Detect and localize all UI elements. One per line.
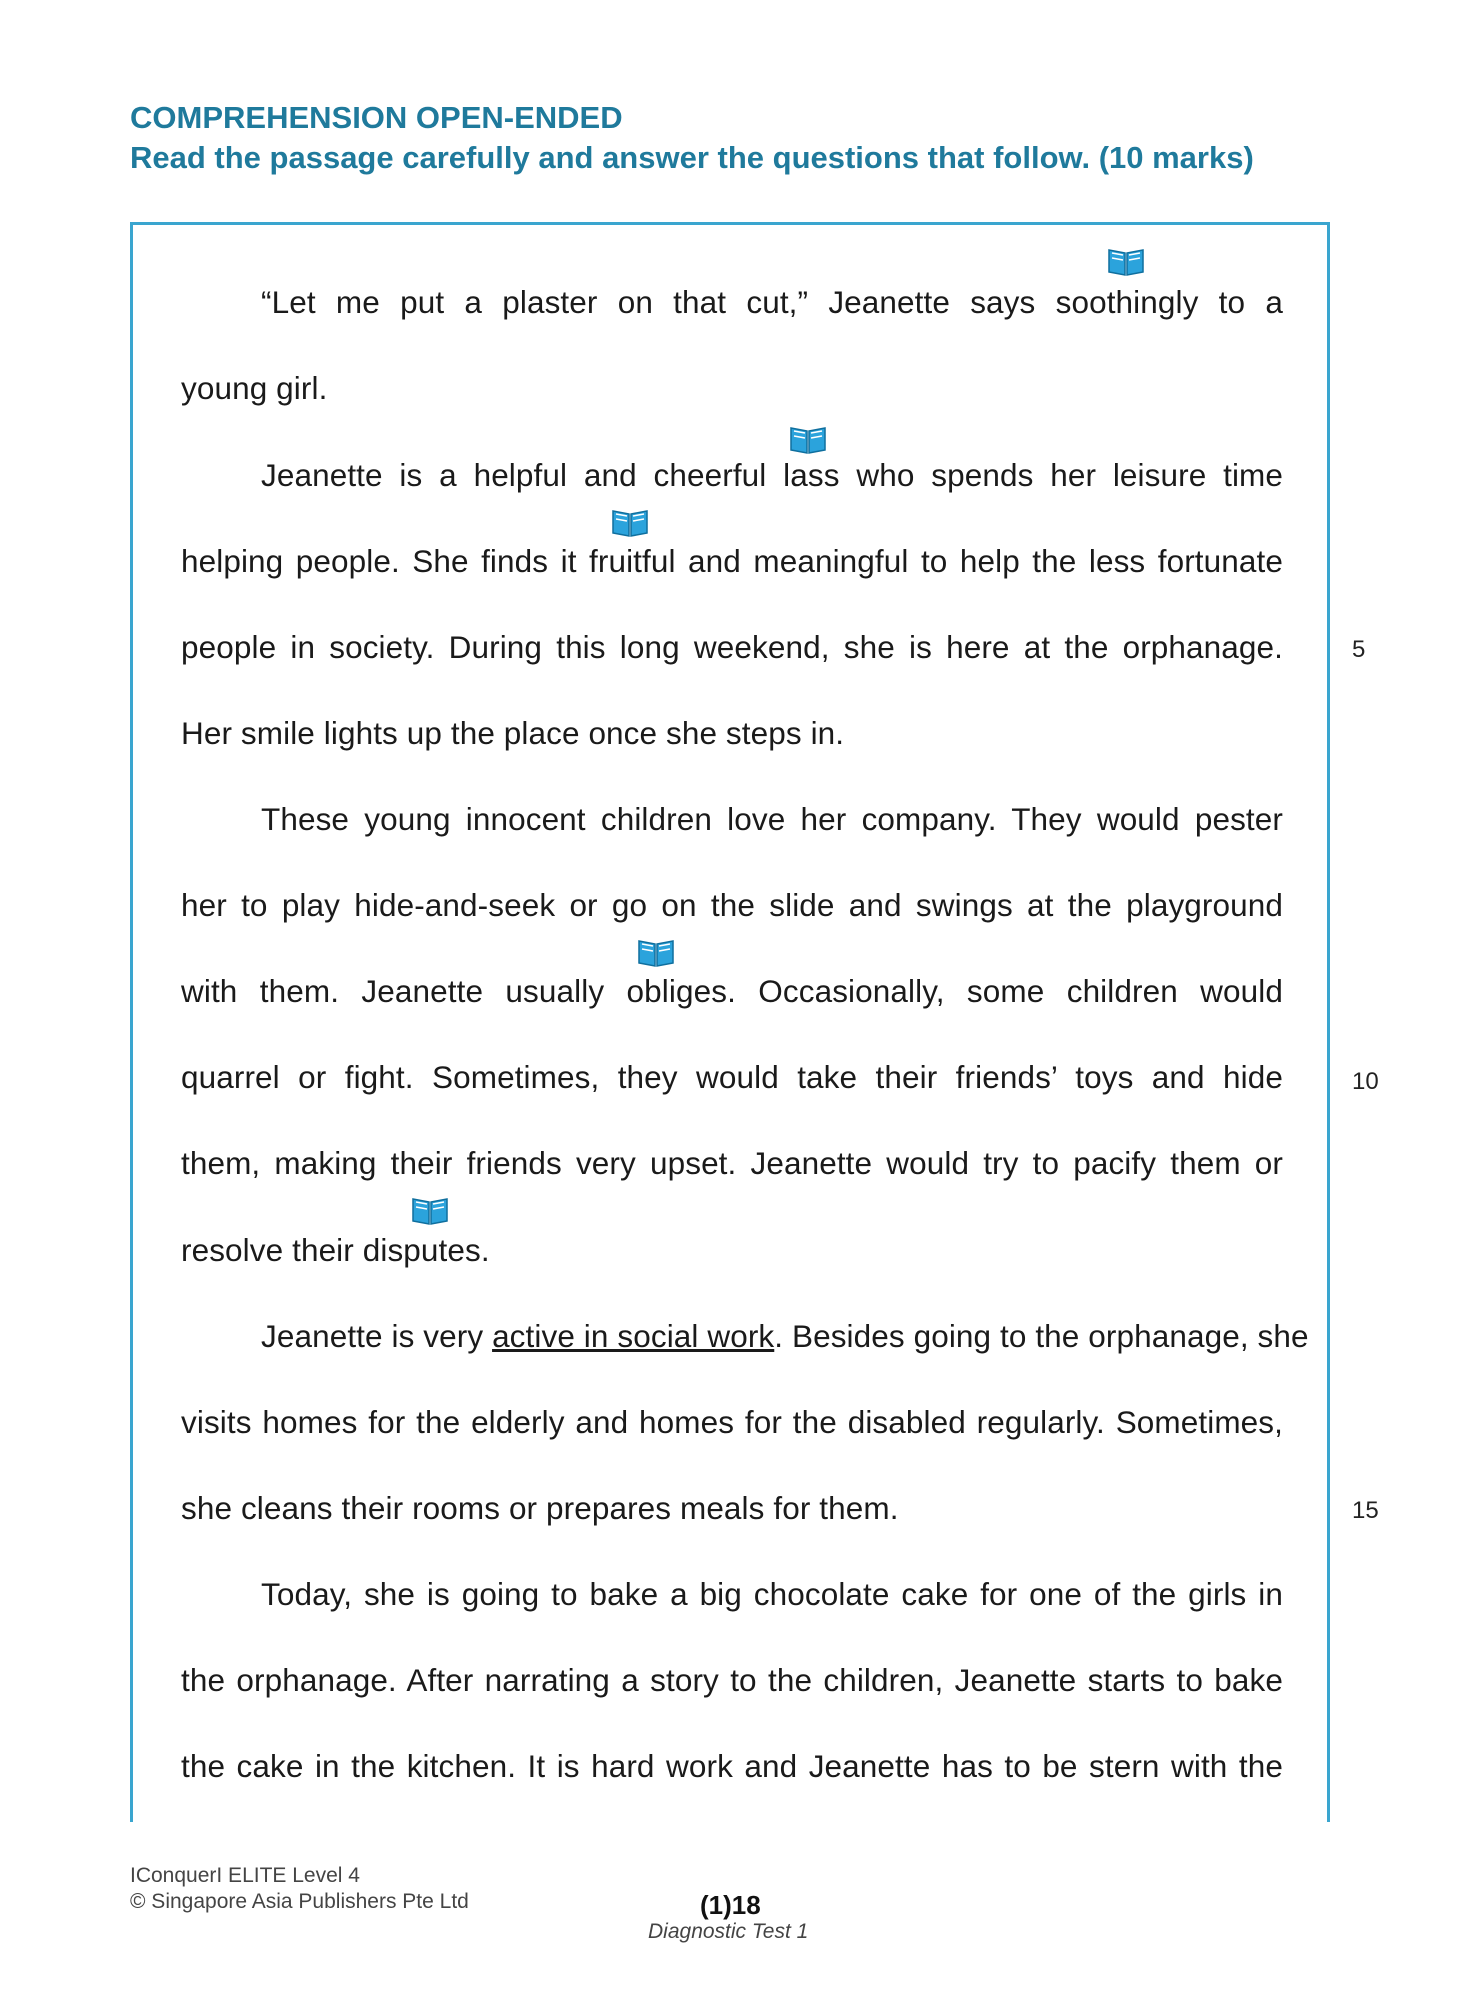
footer-series: IConquerI ELITE Level 4 — [130, 1864, 360, 1887]
passage-line-16: Today, she is going to bake a big chocolate cake for one of the girls in — [261, 1576, 1283, 1612]
passage-line-11: them, making their friends very upset. Jeanette would try to pacify them or — [181, 1145, 1283, 1181]
passage-line-14: visits homes for the elderly and homes for the disabled regularly. Sometimes, — [181, 1404, 1283, 1440]
line-number-5: 5 — [1352, 636, 1366, 663]
passage-line-2: young girl. — [181, 370, 328, 406]
passage-line-13-end: . Besides going to the orphanage, she — [774, 1318, 1309, 1354]
dictionary-book-icon[interactable] — [1106, 244, 1146, 278]
passage-line-12: resolve their disputes. — [181, 1232, 490, 1268]
dictionary-book-icon[interactable] — [610, 505, 650, 539]
passage-line-18: the cake in the kitchen. It is hard work and Jeanette has to be stern with the — [181, 1748, 1283, 1784]
dictionary-book-icon[interactable] — [636, 935, 676, 969]
passage-line-9: with them. Jeanette usually obliges. Occasionally, some children would — [181, 973, 1283, 1009]
passage-line-17: the orphanage. After narrating a story to the children, Jeanette starts to bake — [181, 1662, 1283, 1698]
underlined-phrase: active in social work — [492, 1318, 775, 1354]
passage-line-3: Jeanette is a helpful and cheerful lass who spends her leisure time — [261, 457, 1283, 493]
passage-line-15: she cleans their rooms or prepares meals for them. — [181, 1490, 899, 1526]
instruction-text: Read the passage carefully and answer the questions that follow. (10 marks) — [130, 140, 1254, 175]
passage-line-5: people in society. During this long weekend, she is here at the orphanage. — [181, 629, 1283, 665]
passage-line-13-start: Jeanette is very — [261, 1318, 493, 1354]
passage-line-13 — [261, 1316, 1309, 1356]
line-number-15: 15 — [1352, 1497, 1379, 1524]
dictionary-book-icon[interactable] — [788, 422, 828, 456]
test-name: Diagnostic Test 1 — [648, 1920, 809, 1943]
line-number-10: 10 — [1352, 1068, 1379, 1095]
passage-line-4: helping people. She finds it fruitful and meaningful to help the less fortunate — [181, 543, 1283, 579]
footer-copyright: © Singapore Asia Publishers Pte Ltd — [130, 1890, 469, 1913]
section-title: COMPREHENSION OPEN-ENDED — [130, 100, 623, 135]
passage-line-7: These young innocent children love her company. They would pester — [261, 801, 1283, 837]
passage-line-1: “Let me put a plaster on that cut,” Jeanette says soothingly to a — [261, 284, 1283, 320]
passage-line-10: quarrel or fight. Sometimes, they would take their friends’ toys and hide — [181, 1059, 1283, 1095]
passage-line-6: Her smile lights up the place once she steps in. — [181, 715, 845, 751]
dictionary-book-icon[interactable] — [410, 1193, 450, 1227]
page-number: (1)18 — [700, 1890, 761, 1920]
passage-line-8: her to play hide-and-seek or go on the slide and swings at the playground — [181, 887, 1283, 923]
